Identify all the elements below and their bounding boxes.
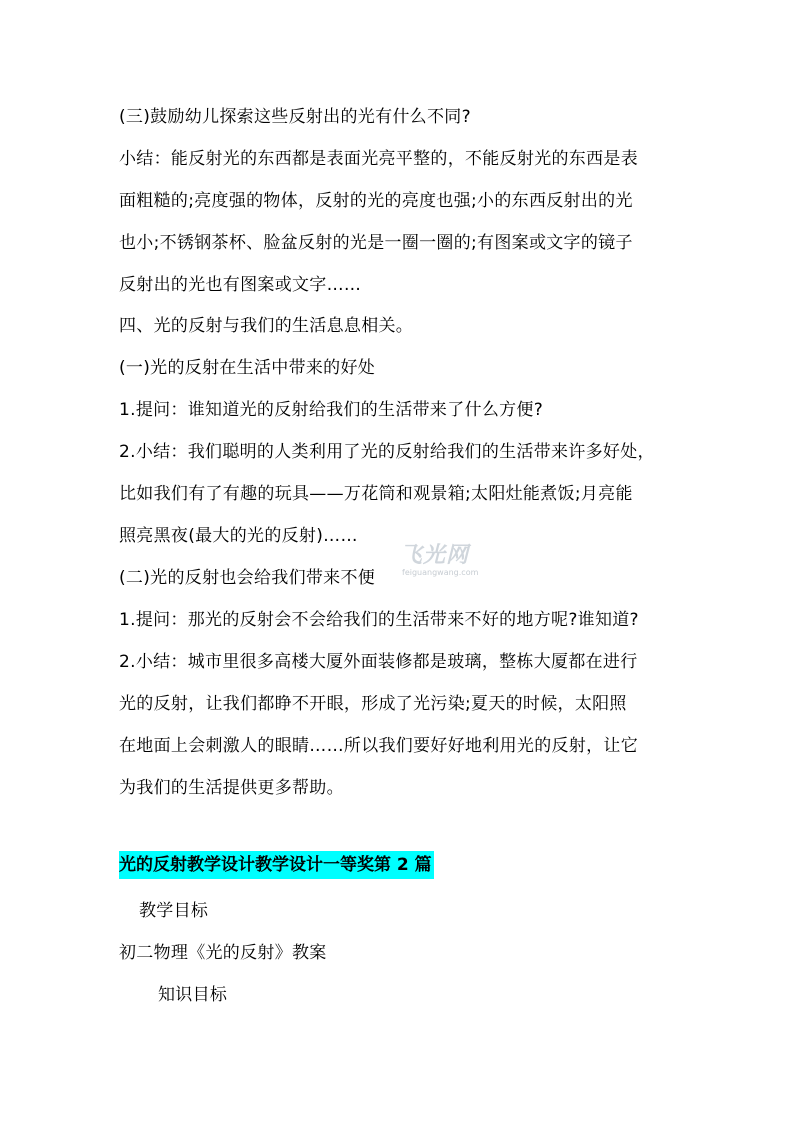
- section-heading-highlighted: 光的反射教学设计教学设计一等奖第 2 篇: [119, 851, 434, 879]
- paragraph-line: 比如我们有了有趣的玩具——万花筒和观景箱;太阳灶能煮饭;月亮能: [119, 484, 633, 504]
- paragraph-line: 光的反射，让我们都睁不开眼，形成了光污染;夏天的时候，太阳照: [119, 694, 627, 714]
- paragraph-line: 也小;不锈钢茶杯、脸盆反射的光是一圈一圈的;有图案或文字的镜子: [119, 233, 633, 253]
- lesson-plan-title: 初二物理《光的反射》教案: [119, 943, 327, 963]
- section-title: 四、光的反射与我们的生活息息相关。: [119, 316, 414, 336]
- watermark-url: feiguangwang.com: [402, 568, 479, 577]
- paragraph-line: 在地面上会刺激人的眼睛……所以我们要好好地利用光的反射，让它: [119, 736, 638, 756]
- subheading-knowledge-goals: 知识目标: [158, 985, 228, 1005]
- watermark-text: 飞光网: [400, 543, 470, 568]
- paragraph-line: 面粗糙的;亮度强的物体，反射的光的亮度也强;小的东西反射出的光: [119, 191, 633, 211]
- subsection-title: (一)光的反射在生活中带来的好处: [119, 358, 376, 378]
- subsection-title: (二)光的反射也会给我们带来不便: [119, 568, 376, 588]
- paragraph-line: 反射出的光也有图案或文字……: [119, 275, 362, 295]
- paragraph-line: (三)鼓励幼儿探索这些反射出的光有什么不同?: [119, 107, 471, 127]
- paragraph-line: 1.提问：那光的反射会不会给我们的生活带来不好的地方呢?谁知道?: [119, 610, 639, 630]
- paragraph-line: 小结：能反射光的东西都是表面光亮平整的，不能反射光的东西是表: [119, 149, 638, 169]
- paragraph-line: 2.小结：城市里很多高楼大厦外面装修都是玻璃，整栋大厦都在进行: [119, 652, 638, 672]
- paragraph-line: 1.提问：谁知道光的反射给我们的生活带来了什么方便?: [119, 400, 544, 420]
- paragraph-line: 照亮黑夜(最大的光的反射)……: [119, 526, 358, 546]
- paragraph-line: 2.小结：我们聪明的人类利用了光的反射给我们的生活带来许多好处，: [119, 442, 655, 462]
- subheading-teaching-goals: 教学目标: [139, 901, 209, 921]
- paragraph-line: 为我们的生活提供更多帮助。: [119, 778, 344, 798]
